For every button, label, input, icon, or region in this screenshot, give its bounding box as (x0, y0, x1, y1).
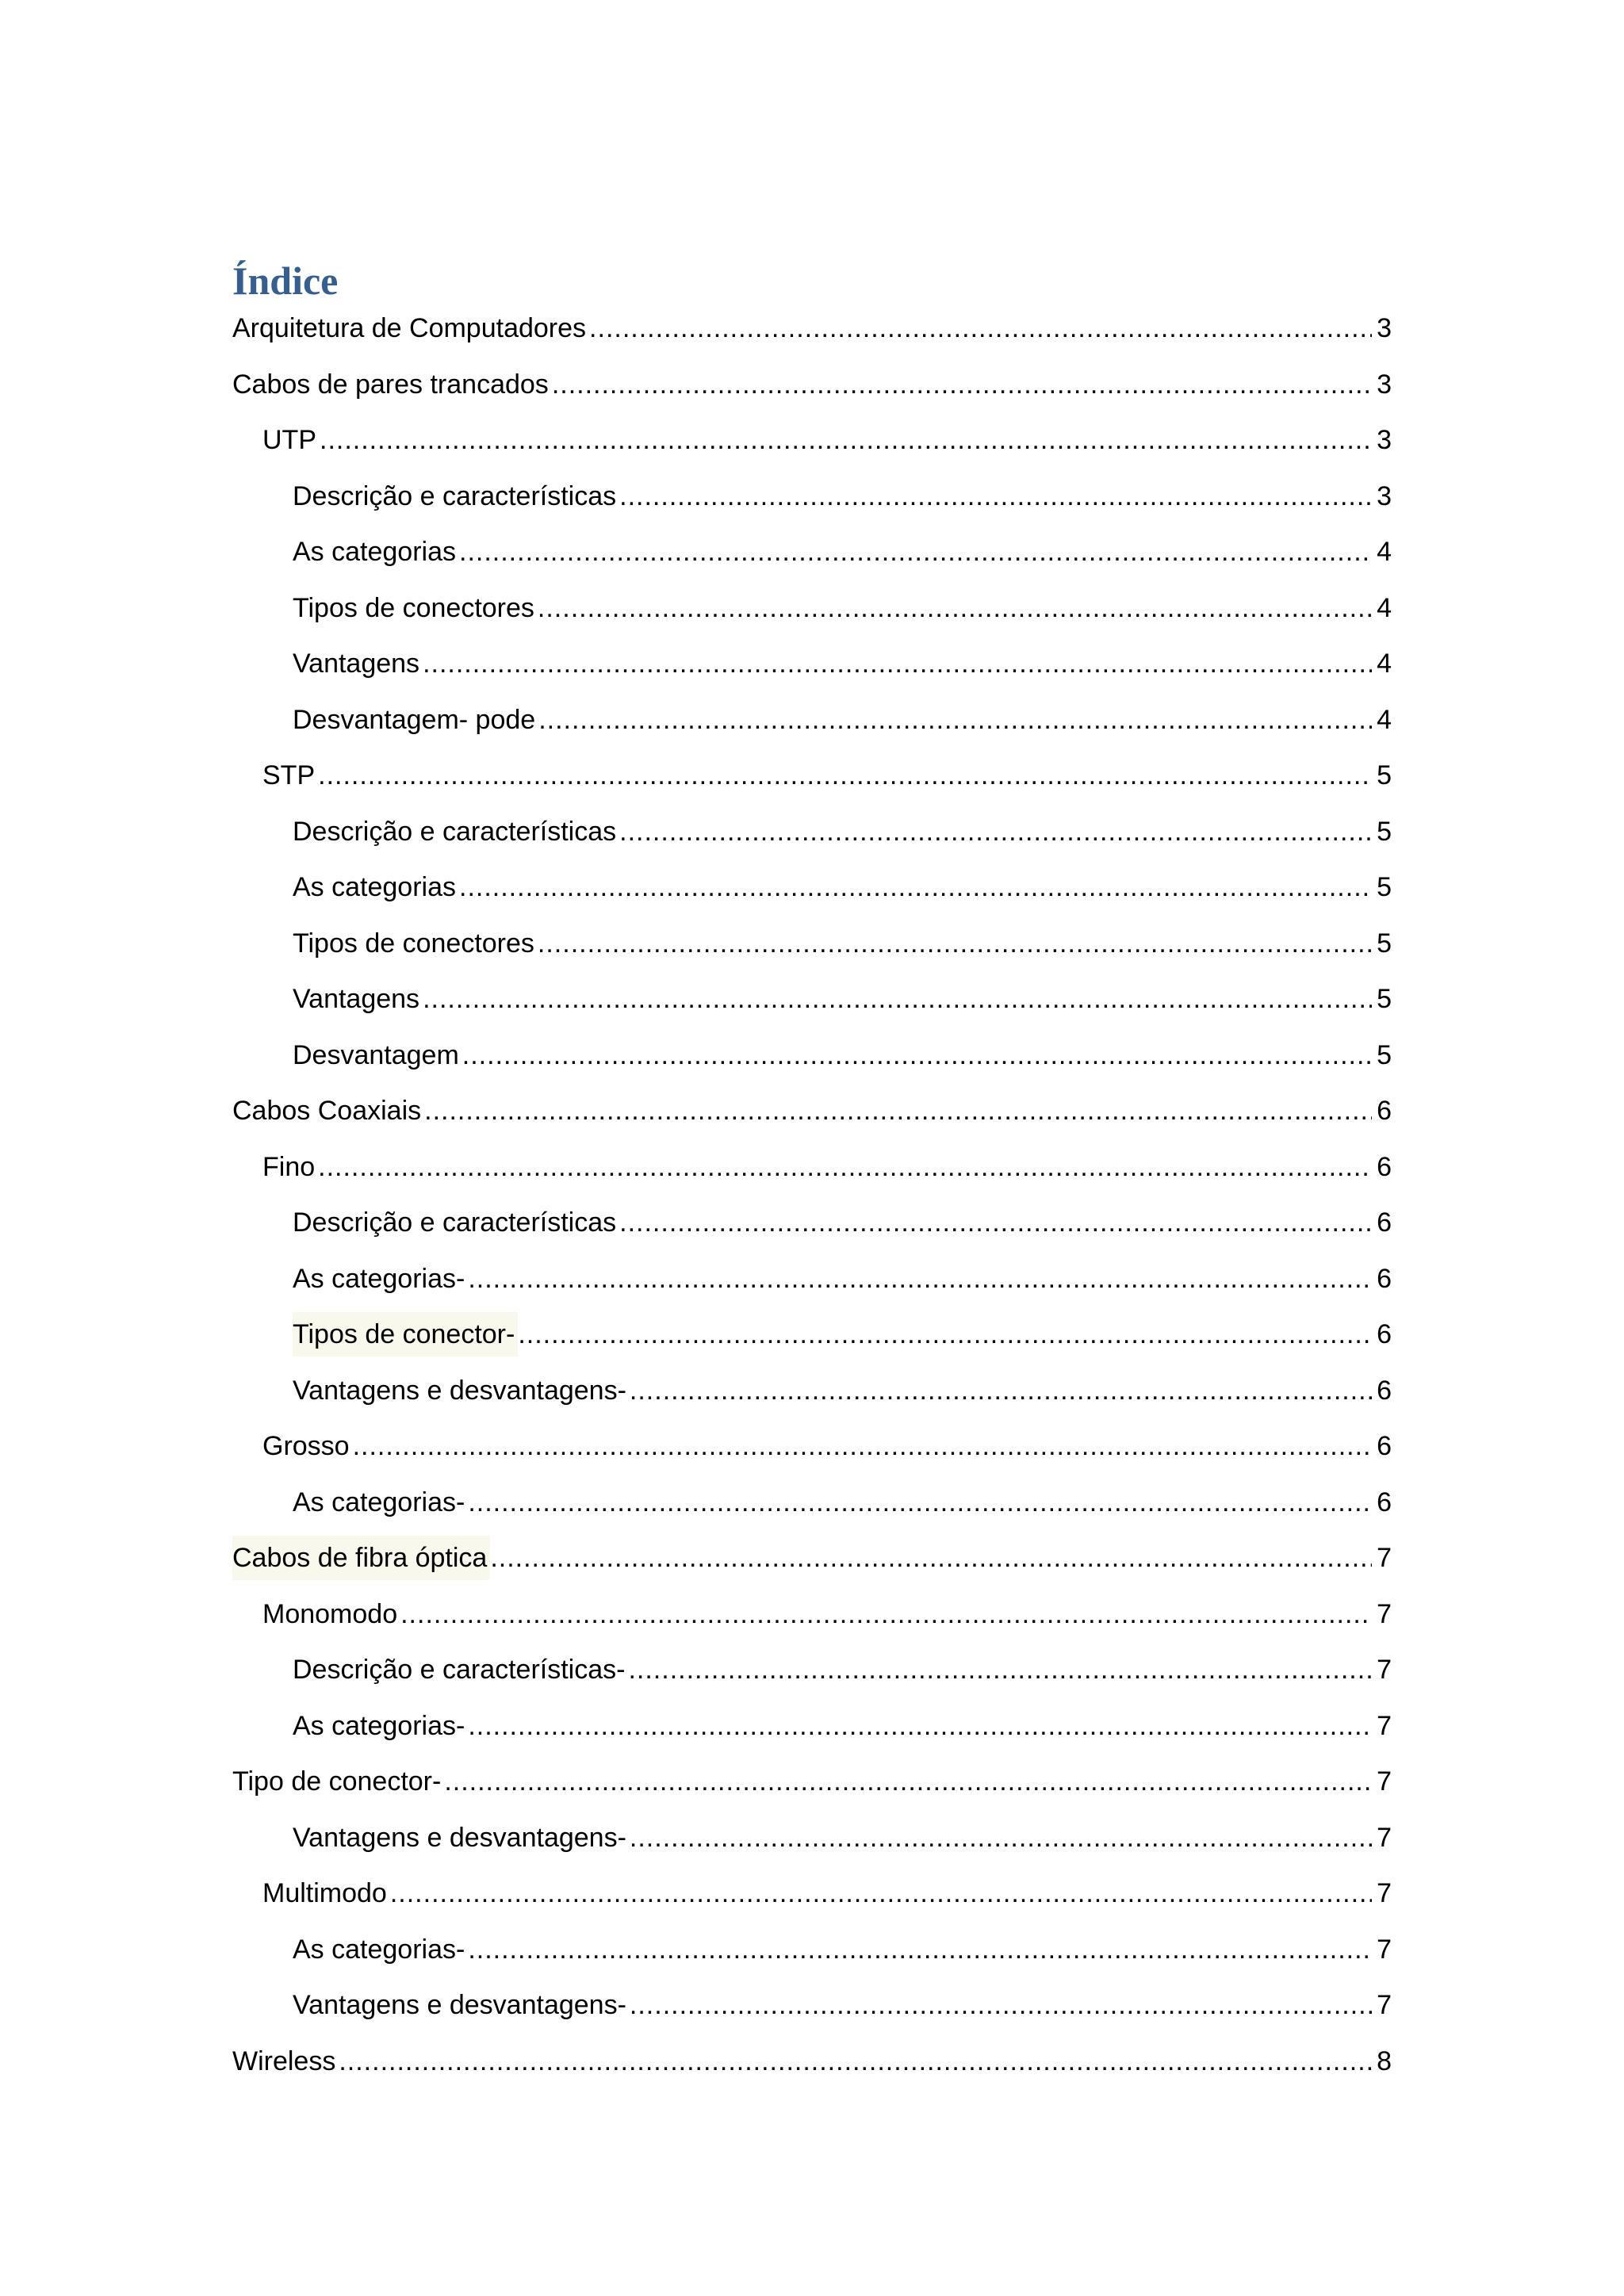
toc-entry-label: Tipos de conectores (293, 928, 534, 959)
toc-entry[interactable] (232, 530, 1392, 586)
toc-entry-label: As categorias (293, 537, 456, 567)
toc-entry-label: Tipos de conector- (293, 1312, 518, 1357)
toc-dot-leader (630, 1816, 1372, 1860)
toc-entry-label: Arquitetura de Computadores (232, 313, 587, 343)
toc-entry-label: As categorias- (293, 1710, 465, 1741)
toc-dot-leader (619, 809, 1372, 854)
toc-dot-leader (390, 1871, 1372, 1915)
table-of-contents (232, 306, 1392, 2095)
toc-dot-leader (400, 1592, 1372, 1636)
toc-dot-leader (318, 1145, 1372, 1189)
toc-entry-page: 7 (1377, 1543, 1392, 1573)
toc-entry-page: 5 (1377, 1039, 1392, 1070)
toc-entry-page: 7 (1377, 1655, 1392, 1685)
toc-entry-page: 5 (1377, 984, 1392, 1014)
toc-dot-leader (630, 1368, 1372, 1413)
toc-dot-leader (628, 1647, 1372, 1692)
toc-entry-label: Vantagens (293, 984, 420, 1014)
toc-dot-leader (468, 1927, 1372, 1972)
toc-entry-page: 3 (1377, 313, 1392, 343)
toc-entry[interactable] (232, 1759, 1392, 1816)
toc-entry-label: Vantagens e desvantagens- (293, 1990, 626, 2020)
toc-entry-page: 6 (1377, 1319, 1392, 1349)
toc-dot-leader (468, 1480, 1372, 1525)
toc-entry[interactable] (232, 1424, 1392, 1480)
toc-entry-label: Vantagens (293, 649, 420, 679)
toc-dot-leader (538, 921, 1372, 966)
toc-entry-label: Tipo de conector- (232, 1766, 442, 1797)
toc-title: Índice (232, 258, 339, 303)
toc-entry-page: 4 (1377, 704, 1392, 735)
toc-entry[interactable] (232, 362, 1392, 419)
toc-entry[interactable] (232, 2039, 1392, 2095)
toc-entry-page: 3 (1377, 369, 1392, 400)
toc-entry-label: As categorias- (293, 1487, 465, 1517)
toc-entry-label: Monomodo (262, 1598, 398, 1629)
toc-entry-label: Wireless (232, 2045, 336, 2076)
toc-entry[interactable] (232, 1312, 1392, 1368)
toc-entry-label: As categorias (293, 872, 456, 902)
toc-entry[interactable] (232, 1816, 1392, 1872)
toc-dot-leader (619, 474, 1372, 519)
toc-dot-leader (320, 418, 1372, 462)
toc-entry-label: Grosso (262, 1431, 350, 1461)
toc-dot-leader (552, 362, 1372, 407)
toc-entry[interactable] (232, 474, 1392, 530)
toc-entry-page: 6 (1377, 1431, 1392, 1461)
toc-entry[interactable] (232, 753, 1392, 809)
toc-dot-leader (462, 1033, 1372, 1077)
toc-entry-page: 3 (1377, 425, 1392, 455)
toc-dot-leader (339, 2039, 1372, 2084)
toc-entry[interactable] (232, 921, 1392, 978)
toc-entry-label: Vantagens e desvantagens- (293, 1822, 626, 1853)
toc-dot-leader (538, 586, 1372, 630)
toc-dot-leader (318, 753, 1372, 798)
toc-entry[interactable] (232, 1480, 1392, 1536)
toc-entry-label: Cabos Coaxiais (232, 1096, 422, 1126)
toc-entry-page: 7 (1377, 1766, 1392, 1797)
toc-entry-page: 7 (1377, 1822, 1392, 1853)
toc-entry-label: Fino (262, 1151, 316, 1182)
toc-entry-page: 6 (1377, 1207, 1392, 1238)
toc-entry-label: Desvantagem (293, 1039, 459, 1070)
toc-entry[interactable] (232, 641, 1392, 698)
toc-entry-page: 5 (1377, 872, 1392, 902)
toc-entry[interactable] (232, 1033, 1392, 1089)
toc-dot-leader (468, 1704, 1372, 1748)
toc-entry-page: 7 (1377, 1934, 1392, 1965)
toc-entry-page: 7 (1377, 1598, 1392, 1629)
toc-entry-label: Cabos de pares trancados (232, 369, 549, 400)
toc-entry-page: 4 (1377, 537, 1392, 567)
toc-entry[interactable] (232, 1927, 1392, 1984)
toc-entry-label: Cabos de fibra óptica (232, 1536, 490, 1580)
toc-entry-page: 6 (1377, 1263, 1392, 1294)
toc-entry-label: Desvantagem- pode (293, 704, 536, 735)
toc-entry-page: 7 (1377, 1878, 1392, 1908)
toc-entry[interactable] (232, 1647, 1392, 1704)
toc-entry[interactable] (232, 306, 1392, 362)
toc-entry[interactable] (232, 586, 1392, 642)
toc-entry[interactable] (232, 1983, 1392, 2039)
toc-entry[interactable] (232, 698, 1392, 754)
toc-entry-page: 5 (1377, 928, 1392, 959)
toc-entry-page: 6 (1377, 1487, 1392, 1517)
toc-dot-leader (490, 1536, 1372, 1580)
toc-dot-leader (459, 865, 1372, 909)
toc-dot-leader (444, 1759, 1372, 1804)
toc-entry[interactable] (232, 1704, 1392, 1760)
toc-entry-page: 5 (1377, 816, 1392, 847)
toc-dot-leader (423, 641, 1372, 686)
toc-entry[interactable] (232, 1536, 1392, 1592)
toc-entry[interactable] (232, 1257, 1392, 1313)
toc-entry-label: Tipos de conectores (293, 592, 534, 623)
toc-entry-page: 3 (1377, 480, 1392, 511)
toc-dot-leader (619, 1200, 1372, 1245)
toc-dot-leader (518, 1312, 1372, 1357)
toc-dot-leader (424, 1089, 1372, 1133)
toc-entry-label: As categorias- (293, 1263, 465, 1294)
toc-entry-page: 6 (1377, 1151, 1392, 1182)
toc-dot-leader (423, 977, 1372, 1021)
toc-entry-page: 7 (1377, 1710, 1392, 1741)
toc-entry-page: 5 (1377, 760, 1392, 790)
toc-entry-label: Descrição e características (293, 1207, 617, 1238)
toc-entry-page: 7 (1377, 1990, 1392, 2020)
toc-entry-page: 6 (1377, 1096, 1392, 1126)
toc-dot-leader (353, 1424, 1372, 1468)
toc-entry-label: As categorias- (293, 1934, 465, 1965)
toc-entry-label: STP (262, 760, 316, 790)
toc-entry[interactable] (232, 1089, 1392, 1145)
toc-entry-page: 6 (1377, 1375, 1392, 1406)
toc-entry-label: Descrição e características (293, 816, 617, 847)
toc-entry[interactable] (232, 1368, 1392, 1425)
toc-entry-page: 4 (1377, 649, 1392, 679)
toc-entry[interactable] (232, 418, 1392, 474)
toc-dot-leader (538, 698, 1372, 742)
toc-entry[interactable] (232, 977, 1392, 1033)
toc-entry[interactable] (232, 865, 1392, 921)
toc-dot-leader (589, 306, 1372, 350)
toc-entry-label: Descrição e características- (293, 1655, 626, 1685)
toc-entry-page: 8 (1377, 2045, 1392, 2076)
toc-entry-page: 4 (1377, 592, 1392, 623)
toc-entry[interactable] (232, 1200, 1392, 1257)
toc-entry-label: UTP (262, 425, 316, 455)
toc-dot-leader (630, 1983, 1372, 2027)
toc-entry[interactable] (232, 1145, 1392, 1201)
toc-entry-label: Descrição e características (293, 480, 617, 511)
toc-entry[interactable] (232, 1871, 1392, 1927)
toc-entry[interactable] (232, 809, 1392, 866)
toc-entry-label: Vantagens e desvantagens- (293, 1375, 626, 1406)
toc-entry-label: Multimodo (262, 1878, 387, 1908)
toc-entry[interactable] (232, 1592, 1392, 1648)
toc-dot-leader (468, 1257, 1372, 1301)
toc-dot-leader (459, 530, 1372, 574)
